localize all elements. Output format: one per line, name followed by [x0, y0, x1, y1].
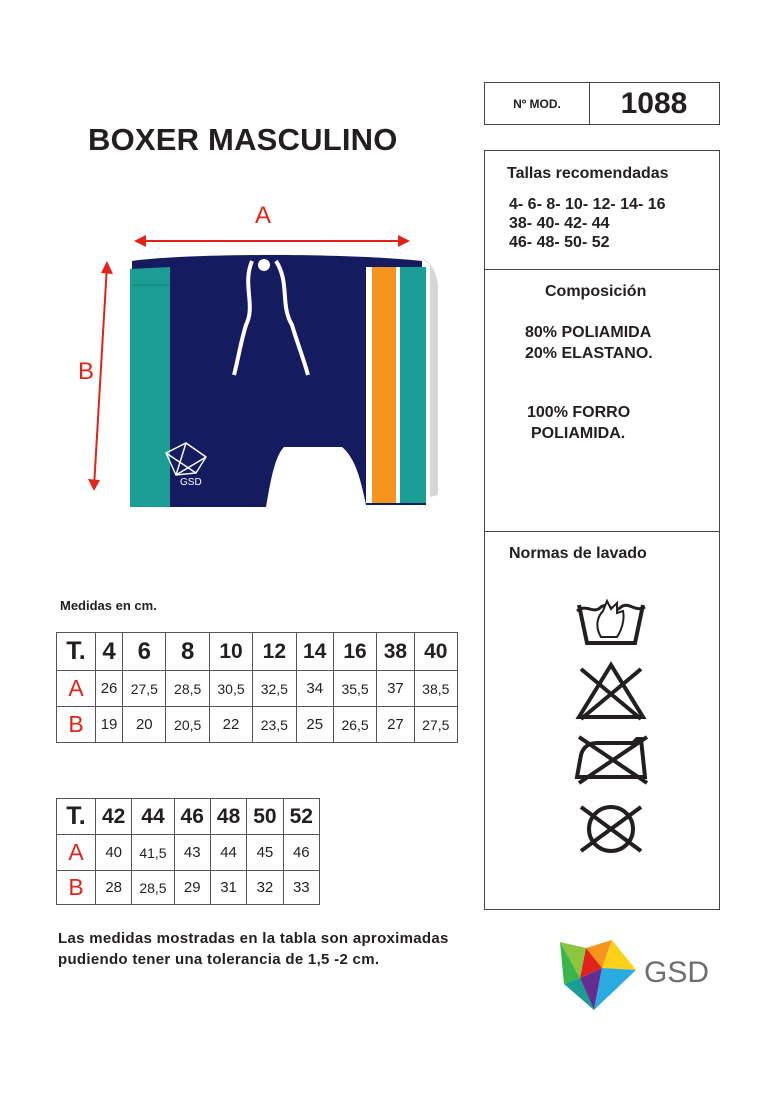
table-size-cell: 52: [283, 799, 319, 835]
gsd-logo-icon: [558, 938, 718, 1014]
info-panel: [484, 150, 720, 910]
dimension-b-label: B: [77, 358, 95, 385]
table-cell: 22: [209, 707, 252, 743]
model-number-label: Nº MOD.: [485, 83, 590, 124]
divider: [485, 269, 719, 270]
garment-drawing: [70, 195, 450, 515]
table-cell: 20,5: [166, 707, 209, 743]
model-number-value: 1088: [620, 86, 688, 120]
table-size-cell: 14: [296, 633, 333, 671]
hand-wash-icon: [573, 597, 649, 649]
boxer-illustration: [70, 195, 450, 515]
table-header-label: T.: [57, 633, 96, 671]
composition-line: 80% POLIAMIDA: [525, 324, 652, 341]
table-cell: 35,5: [333, 671, 376, 707]
sizes-line: 4- 6- 8- 10- 12- 14- 16: [509, 196, 666, 213]
table-cell: 34: [296, 671, 333, 707]
table-row-label: B: [57, 871, 96, 905]
table-cell: 19: [96, 707, 123, 743]
washing-title: Normas de lavado: [509, 545, 647, 562]
composition-line: 100% FORRO: [527, 404, 631, 421]
sizes-list: [509, 195, 666, 252]
measures-label: Medidas en cm.: [60, 598, 157, 613]
table-size-cell: 6: [123, 633, 166, 671]
table-cell: 28,5: [166, 671, 209, 707]
composition-line: 20% ELASTANO.: [525, 345, 653, 362]
no-iron-icon: [573, 733, 653, 785]
table-size-cell: 48: [210, 799, 246, 835]
sizes-line: 46- 48- 50- 52: [509, 234, 610, 251]
dimension-a-arrow: [134, 235, 410, 247]
table-cell: 27,5: [414, 707, 457, 743]
table-size-cell: 10: [209, 633, 252, 671]
gsd-logo-text: GSD: [644, 956, 710, 989]
table-cell: 26,5: [333, 707, 376, 743]
table-size-cell: 44: [132, 799, 174, 835]
model-number-box: [484, 82, 720, 125]
table-cell: 44: [210, 835, 246, 871]
table-cell: 43: [174, 835, 210, 871]
table-cell: 27: [377, 707, 414, 743]
composition-title: Composición: [545, 283, 647, 300]
table-cell: 27,5: [123, 671, 166, 707]
table-cell: 20: [123, 707, 166, 743]
table-size-cell: 40: [414, 633, 457, 671]
table-row: [57, 871, 320, 905]
table-row-label: B: [57, 707, 96, 743]
table-cell: 32,5: [253, 671, 296, 707]
table-cell: 46: [283, 835, 319, 871]
table-cell: 25: [296, 707, 333, 743]
table-cell: 28: [96, 871, 132, 905]
table-cell: 41,5: [132, 835, 174, 871]
gsd-logo: [558, 938, 718, 1019]
table-row: [57, 671, 458, 707]
composition-line: POLIAMIDA.: [531, 425, 626, 442]
table-cell: 26: [96, 671, 123, 707]
table-cell: 30,5: [209, 671, 252, 707]
table-header-label: T.: [57, 799, 96, 835]
dimension-a-label: A: [254, 202, 272, 229]
table-cell: 31: [210, 871, 246, 905]
page-title: BOXER MASCULINO: [88, 122, 398, 157]
table-size-cell: 46: [174, 799, 210, 835]
brand-mark-text: GSD: [180, 477, 202, 488]
table-size-cell: 4: [96, 633, 123, 671]
table-size-cell: 16: [333, 633, 376, 671]
table-size-cell: 8: [166, 633, 209, 671]
table-size-cell: 42: [96, 799, 132, 835]
divider: [485, 531, 719, 532]
tolerance-note: Las medidas mostradas en la tabla son aproximadas pudiendo tener una tolerancia de 1,5 -2 cm.: [58, 930, 449, 968]
table-row: [57, 835, 320, 871]
table-header-row: [57, 633, 458, 671]
table-size-cell: 38: [377, 633, 414, 671]
no-bleach-icon: [573, 661, 649, 721]
table-cell: 45: [247, 835, 283, 871]
table-header-row: [57, 799, 320, 835]
table-cell: 32: [247, 871, 283, 905]
table-cell: 33: [283, 871, 319, 905]
table-row: [57, 707, 458, 743]
table-cell: 28,5: [132, 871, 174, 905]
table-cell: 40: [96, 835, 132, 871]
table-size-cell: 12: [253, 633, 296, 671]
sizes-title: Tallas recomendadas: [507, 165, 669, 182]
table-cell: 23,5: [253, 707, 296, 743]
table-row-label: A: [57, 671, 96, 707]
size-table-2: [56, 798, 320, 905]
table-size-cell: 50: [247, 799, 283, 835]
size-table-1: [56, 632, 458, 743]
table-cell: 37: [377, 671, 414, 707]
table-cell: 29: [174, 871, 210, 905]
table-row-label: A: [57, 835, 96, 871]
sizes-line: 38- 40- 42- 44: [509, 215, 610, 232]
no-tumble-dry-icon: [573, 803, 649, 855]
table-cell: 38,5: [414, 671, 457, 707]
